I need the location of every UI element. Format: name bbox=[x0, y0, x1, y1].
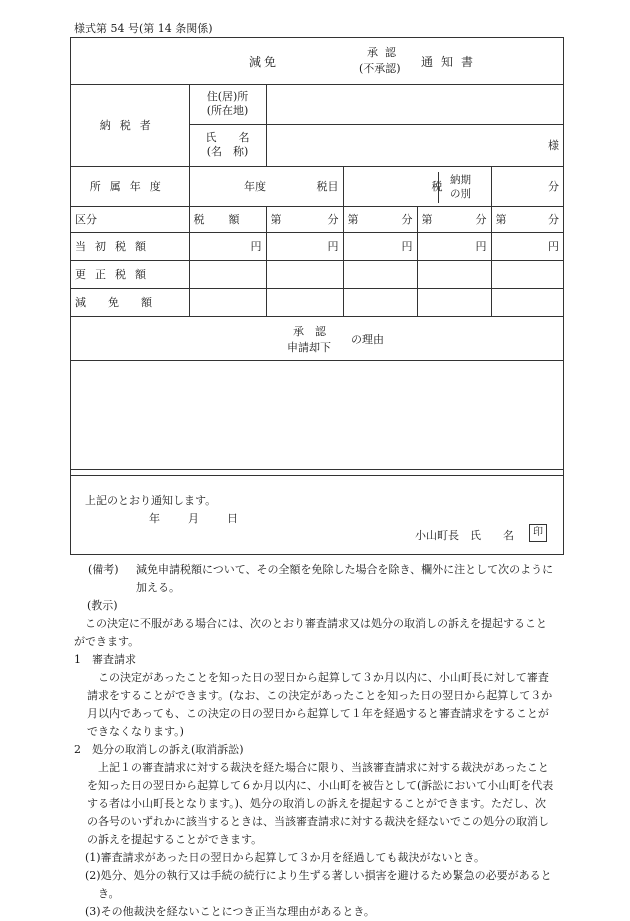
taxpayer-label: 納税者 bbox=[71, 84, 189, 166]
name-field[interactable] bbox=[266, 124, 563, 166]
period-unit: 分 bbox=[548, 180, 559, 193]
reason-rejected: 申請却下 bbox=[287, 341, 331, 354]
period-header-3: 第 分 bbox=[417, 206, 491, 232]
notice-form bbox=[70, 37, 564, 555]
tax-item-label: 税目 bbox=[316, 180, 339, 193]
honorific: 様 bbox=[548, 139, 559, 152]
reason-header bbox=[71, 316, 563, 360]
revised-tax-period-1[interactable] bbox=[266, 260, 343, 288]
fiscal-year-label: 所属年度 bbox=[71, 166, 189, 206]
tax-table bbox=[71, 84, 563, 470]
initial-tax-period-4[interactable]: 円 bbox=[491, 232, 563, 260]
list-item: (1)審査請求があった日の翌日から起算して３か月を経過しても裁決がないとき。 bbox=[85, 851, 486, 864]
form-title bbox=[71, 38, 563, 85]
instruction-label: (教示) bbox=[87, 599, 118, 612]
revised-tax-period-2[interactable] bbox=[343, 260, 417, 288]
remark-text: 減免申請税額について、その全額を免除した場合を除き、欄外に注として次のように加える。 bbox=[136, 563, 554, 594]
revised-tax-amount[interactable] bbox=[189, 260, 266, 288]
signature-area bbox=[71, 475, 563, 556]
section-2-title: 2 処分の取消しの訴え(取消訴訟) bbox=[74, 743, 244, 756]
title-prefix: 減免 bbox=[249, 55, 280, 69]
period-header-1: 第 分 bbox=[266, 206, 343, 232]
revised-tax-period-3[interactable] bbox=[417, 260, 491, 288]
reduction-period-3[interactable] bbox=[417, 288, 491, 316]
tax-item-field[interactable] bbox=[343, 166, 491, 206]
initial-tax-period-2[interactable]: 円 bbox=[343, 232, 417, 260]
category-label: 区分 bbox=[71, 206, 189, 232]
reduction-amount[interactable] bbox=[189, 288, 266, 316]
title-option-approved: 承認 bbox=[367, 46, 403, 59]
section-2-body: 上記１の審査請求に対する裁決を経た場合に限り、当該審査請求に対する裁決があったことを知った日の翌日から起算して６か月以内に、小山町を被告として(訴訟において小山町を代表する者は小山町長となります。)、処分の取消しの訴えを提起することができます。ただし、次の各号のいずれかに該当するときは、当該審査請求に対する裁決を経ないでこの処分の取消しの訴えを提起することができます。 bbox=[87, 761, 554, 846]
reduction-period-4[interactable] bbox=[491, 288, 563, 316]
notes-section bbox=[74, 561, 556, 921]
payment-period-field[interactable] bbox=[491, 166, 563, 206]
initial-tax-period-3[interactable]: 円 bbox=[417, 232, 491, 260]
name-label: 氏 名 (名 称) bbox=[189, 124, 266, 166]
period-label: 納期 の別 bbox=[438, 172, 481, 203]
period-header-2: 第 分 bbox=[343, 206, 417, 232]
notice-statement: 上記のとおり通知します。 bbox=[85, 494, 217, 507]
list-item: (2)処分、処分の執行又は手続の続行により生ずる著しい損害を避けるため緊急の必要があるとき。 bbox=[85, 869, 552, 900]
reason-field[interactable] bbox=[71, 360, 563, 469]
address-field[interactable] bbox=[266, 84, 563, 124]
address-label: 住(居)所 (所在地) bbox=[189, 84, 266, 124]
title-option-rejected: (不承認) bbox=[359, 62, 401, 75]
tax-amount-header: 税額 bbox=[189, 206, 266, 232]
section-1-title: 1 審査請求 bbox=[74, 653, 136, 666]
initial-tax-amount[interactable]: 円 bbox=[189, 232, 266, 260]
revised-tax-period-4[interactable] bbox=[491, 260, 563, 288]
title-suffix: 通知書 bbox=[421, 55, 482, 69]
mayor-signature: 小山町長 氏 名 bbox=[415, 529, 514, 542]
instruction-intro: この決定に不服がある場合には、次のとおり審査請求又は処分の取消しの訴えを提起することができます。 bbox=[74, 617, 547, 648]
fiscal-year-field[interactable] bbox=[189, 166, 343, 206]
year-unit: 年度 bbox=[244, 180, 266, 193]
reason-approved: 承認 bbox=[293, 325, 337, 338]
list-item: (3)その他裁決を経ないことにつき正当な理由があるとき。 bbox=[85, 905, 375, 918]
reduction-period-1[interactable] bbox=[266, 288, 343, 316]
reduction-period-2[interactable] bbox=[343, 288, 417, 316]
period-header-4: 第 分 bbox=[491, 206, 563, 232]
row-reduction-label: 減免額 bbox=[71, 288, 189, 316]
row-revised-tax-label: 更正税額 bbox=[71, 260, 189, 288]
section-1-body: この決定があったことを知った日の翌日から起算して３か月以内に、小山町長に対して審査請求をすることができます。(なお、この決定があったことを知った日の翌日から起算して３か月以内であっても、この決定の日の翌日から起算して１年を経過すると審査請求をすることができなくなります。) bbox=[87, 671, 553, 738]
row-initial-tax-label: 当初税額 bbox=[71, 232, 189, 260]
reason-suffix: の理由 bbox=[351, 333, 384, 346]
notice-date: 年 月 日 bbox=[149, 512, 240, 525]
tax-unit: 税 bbox=[431, 180, 443, 193]
remark-label: (備考) bbox=[88, 563, 119, 576]
initial-tax-period-1[interactable]: 円 bbox=[266, 232, 343, 260]
seal-stamp: 印 bbox=[529, 524, 547, 542]
remark bbox=[74, 561, 556, 597]
form-number: 様式第 54 号(第 14 条関係) bbox=[74, 22, 213, 35]
